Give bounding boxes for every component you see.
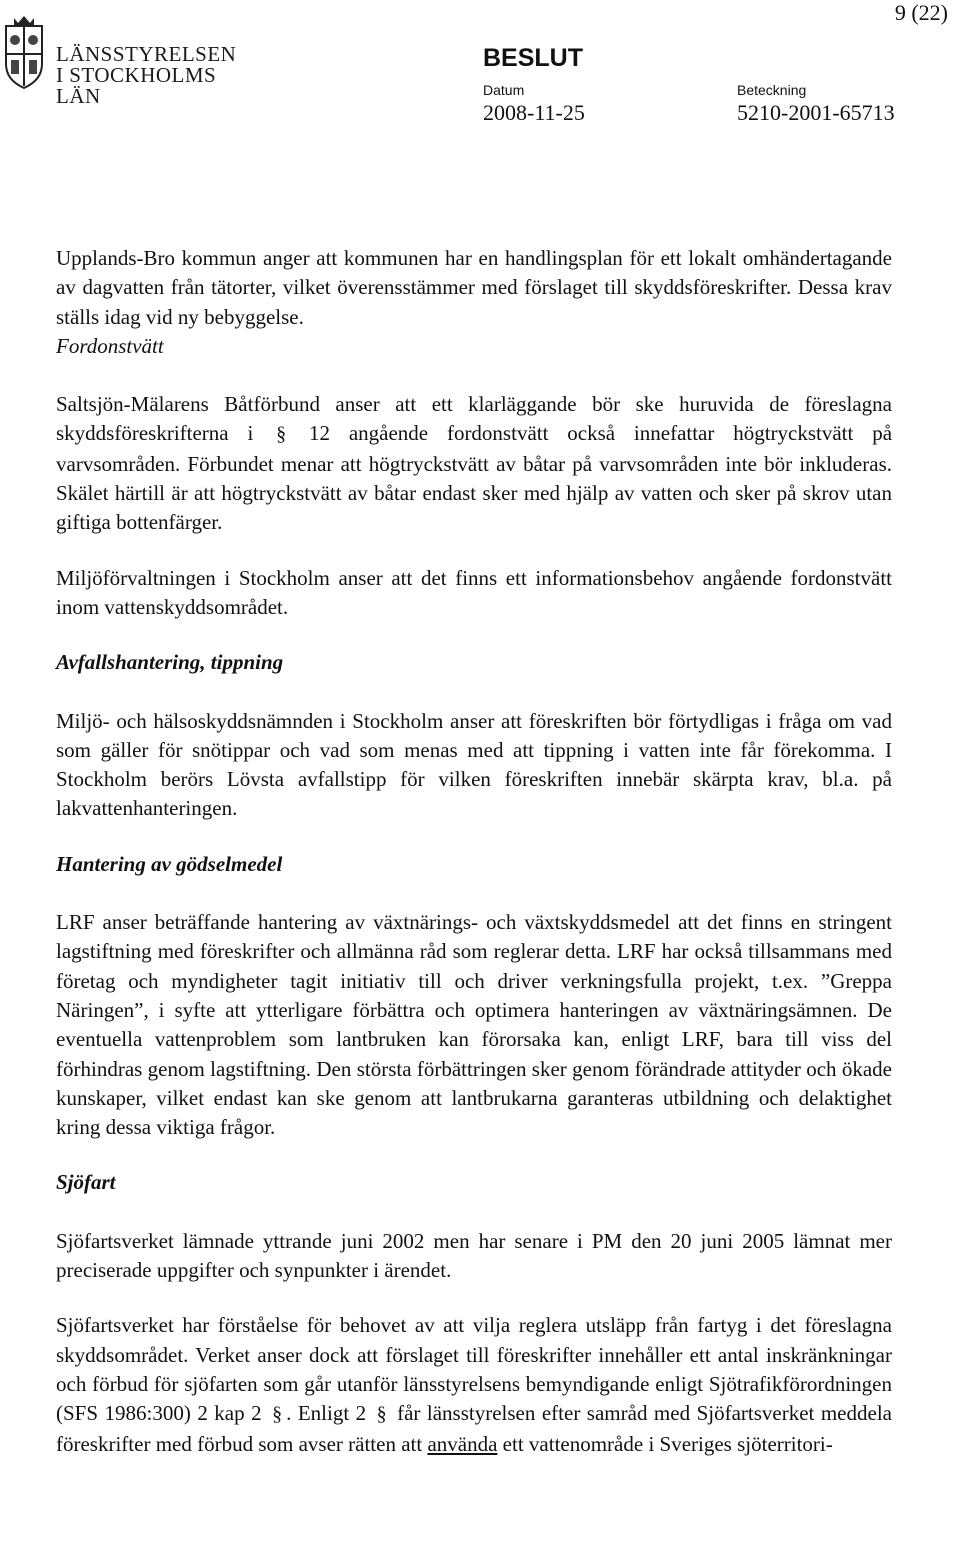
org-name-line2: I STOCKHOLMS LÄN bbox=[56, 63, 217, 108]
heading-sjofart: Sjöfart bbox=[56, 1170, 116, 1195]
heading-godselmedel: Hantering av gödselmedel bbox=[56, 851, 283, 876]
paragraph-batforbund-part1: Saltsjön-Mälarens Båtförbund anser att ett klarläggande bör ske huruvida de föreslagna skyddsföreskrifterna i bbox=[56, 392, 892, 446]
paragraph-forstaelse-part2: . Enligt 2 bbox=[286, 1401, 367, 1426]
coat-of-arms-icon bbox=[0, 14, 48, 94]
document-body bbox=[56, 244, 892, 1459]
paragraph-miljonamnden: Miljö- och hälsoskyddsnämnden i Stockholm anser att föreskriften bör förtydligas i fråga om vad som gäller för snötippar och vad som menas med att tippning i vatten inte får förekomma. I Stockholm berörs Lövsta avfallstipp för vilken föreskriften innebär skärpta krav, bl.a. på lakvattenhanteringen. bbox=[56, 708, 892, 821]
paragraph-forstaelse-part3: får länsstyrelsen efter samråd med Sjöfartsverket meddela föreskrifter med förbud som avser rätten att bbox=[56, 1401, 892, 1456]
paragraph-forstaelse-part1: Sjöfartsverket har förståelse för behovet av att vilja reglera utsläpp från fartyg i det föreslagna skyddsområdet. Verket anser dock att förslaget till föreskrifter innehåller ett antal inskränkningar och förbud för sjöfarten som går utanför länsstyrelsens bemyndigande enligt Sjötrafikförordningen (SFS 1986:300) 2 kap 2 bbox=[56, 1313, 892, 1426]
paragraph-upplands-bro: Upplands-Bro kommun anger att kommunen har en handlingsplan för ett lokalt omhändertagande av dagvatten från tätorter, vilket överensstämmer med förslaget till skyddsföreskrifter. Dessa krav ställs idag vid ny bebyggelse. bbox=[56, 246, 892, 329]
reference-value: 5210-2001-65713 bbox=[737, 100, 895, 125]
org-name-line1: LÄNSSTYRELSEN bbox=[56, 42, 237, 66]
underlined-word-anvanda: använda bbox=[427, 1431, 498, 1456]
paragraph-batforbund-part2: 12 angående fordonstvätt också innefattar högtryckstvätt på varvsområden. Förbundet menar att högtryckstvätt av båtar på varvsområden inte bör inkluderas. Skälet härtill är att högtryckstvätt av båtar endast sker med hjälp av vatten och sker på skrov utan giftiga bottenfärger. bbox=[56, 421, 893, 535]
date-value: 2008-11-25 bbox=[483, 100, 585, 125]
section-sign-icon: § bbox=[276, 423, 287, 446]
lansstyrelsen-logo bbox=[0, 14, 240, 108]
paragraph-batforbund bbox=[56, 390, 892, 537]
reference-label: Beteckning bbox=[737, 82, 807, 98]
paragraph-miljoforvaltningen: Miljöförvaltningen i Stockholm anser att det finns ett informationsbehov angående fordonstvätt inom vattenskyddsområdet. bbox=[56, 565, 892, 619]
section-sign-icon: § bbox=[376, 1403, 387, 1426]
page-number: 9 (22) bbox=[894, 0, 948, 25]
date-label: Datum bbox=[483, 82, 525, 98]
paragraph-lrf: LRF anser beträffande hantering av växtnärings- och växtskyddsmedel att det finns en stringent lagstiftning med föreskrifter och allmänna råd som reglerar detta. LRF har också tillsammans med företag och myndigheter tagit initiativ till och driver verkningsfulla projekt, t.ex. ”Greppa Näringen”, i syfte att ytterligare förbättra och optimera hanteringen av växtnäringsämnen. De eventuella vattenproblem som lantbruken kan förorsaka kan, enligt LRF, bara till viss del förhindras genom lagstiftning. Den största förbättringen sker genom förändrade attityder och ökade kunskaper, vilket endast kan ske genom att lantbrukarna garanteras utbildning och delaktighet kring dessa viktiga frågor. bbox=[56, 910, 892, 1140]
heading-avfallshantering: Avfallshantering, tippning bbox=[56, 650, 284, 675]
document-type: BESLUT bbox=[483, 44, 583, 72]
paragraph-forstaelse-part4: ett vattenområde i Sveriges sjöterritori- bbox=[502, 1431, 833, 1456]
section-sign-icon: § bbox=[272, 1403, 283, 1426]
heading-fordonstvatt: Fordonstvätt bbox=[56, 333, 164, 358]
paragraph-sjofartsverket-forstaelse bbox=[56, 1311, 892, 1458]
paragraph-sjofartsverket-yttrande: Sjöfartsverket lämnade yttrande juni 2002 men har senare i PM den 20 juni 2005 lämnat mer preciserade uppgifter och synpunkter i ärendet. bbox=[56, 1228, 892, 1283]
